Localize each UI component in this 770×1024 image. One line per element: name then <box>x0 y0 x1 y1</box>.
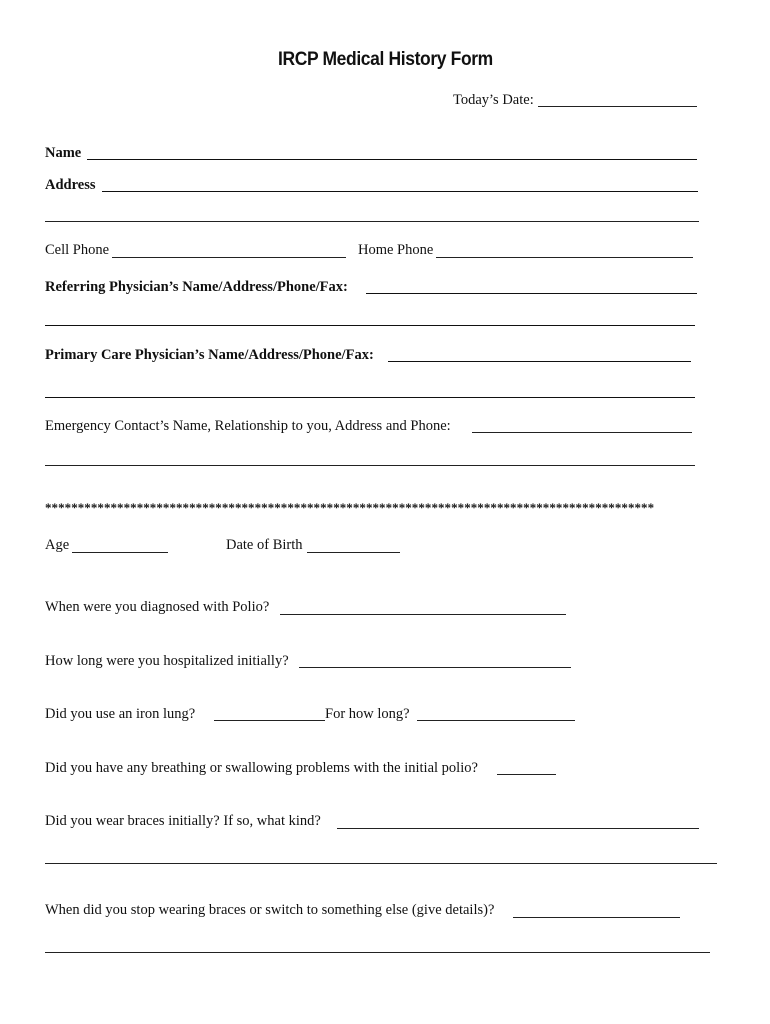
stop-braces-field-line-2[interactable] <box>45 952 710 953</box>
address-field-line-2[interactable] <box>45 221 699 222</box>
primary-physician-field-line-2[interactable] <box>45 397 695 398</box>
hospitalized-field[interactable] <box>299 667 571 668</box>
stop-braces-question: When did you stop wearing braces or switch to something else (give details)? <box>45 902 495 918</box>
home-phone-field[interactable] <box>436 257 693 258</box>
age-label: Age <box>45 537 70 553</box>
dob-label: Date of Birth <box>226 537 303 553</box>
todays-date-field[interactable] <box>538 106 697 107</box>
cell-phone-label: Cell Phone <box>45 242 110 258</box>
separator-asterisks: ********************************************************************************************* <box>45 500 655 515</box>
emergency-contact-label: Emergency Contact’s Name, Relationship to you, Address and Phone: <box>45 418 451 434</box>
emergency-contact-field-line-2[interactable] <box>45 465 695 466</box>
diagnosed-question: When were you diagnosed with Polio? <box>45 599 270 615</box>
breathing-field[interactable] <box>497 774 556 775</box>
iron-lung-duration-field[interactable] <box>417 720 575 721</box>
cell-phone-field[interactable] <box>112 257 346 258</box>
home-phone-label: Home Phone <box>358 242 434 258</box>
dob-field[interactable] <box>307 552 400 553</box>
braces-field-line-2[interactable] <box>45 863 717 864</box>
address-label: Address <box>45 177 96 193</box>
hospitalized-question: How long were you hospitalized initially? <box>45 653 289 669</box>
primary-physician-label: Primary Care Physician’s Name/Address/Phone/Fax: <box>45 347 374 363</box>
referring-physician-field-line-2[interactable] <box>45 325 695 326</box>
todays-date-label: Today’s Date: <box>453 92 534 108</box>
age-field[interactable] <box>72 552 168 553</box>
iron-lung-field[interactable] <box>214 720 325 721</box>
primary-physician-field[interactable] <box>388 361 691 362</box>
braces-field[interactable] <box>337 828 699 829</box>
address-field[interactable] <box>102 191 698 192</box>
stop-braces-field[interactable] <box>513 917 680 918</box>
referring-physician-field[interactable] <box>366 293 697 294</box>
breathing-question: Did you have any breathing or swallowing problems with the initial polio? <box>45 760 478 776</box>
referring-physician-label: Referring Physician’s Name/Address/Phone/Fax: <box>45 279 348 295</box>
emergency-contact-field[interactable] <box>472 432 692 433</box>
iron-lung-question: Did you use an iron lung? <box>45 706 196 722</box>
diagnosed-field[interactable] <box>280 614 566 615</box>
braces-question: Did you wear braces initially? If so, what kind? <box>45 813 321 829</box>
iron-lung-duration-label: For how long? <box>325 706 410 722</box>
name-field[interactable] <box>87 159 697 160</box>
name-label: Name <box>45 145 82 161</box>
page-title: IRCP Medical History Form <box>278 49 493 70</box>
